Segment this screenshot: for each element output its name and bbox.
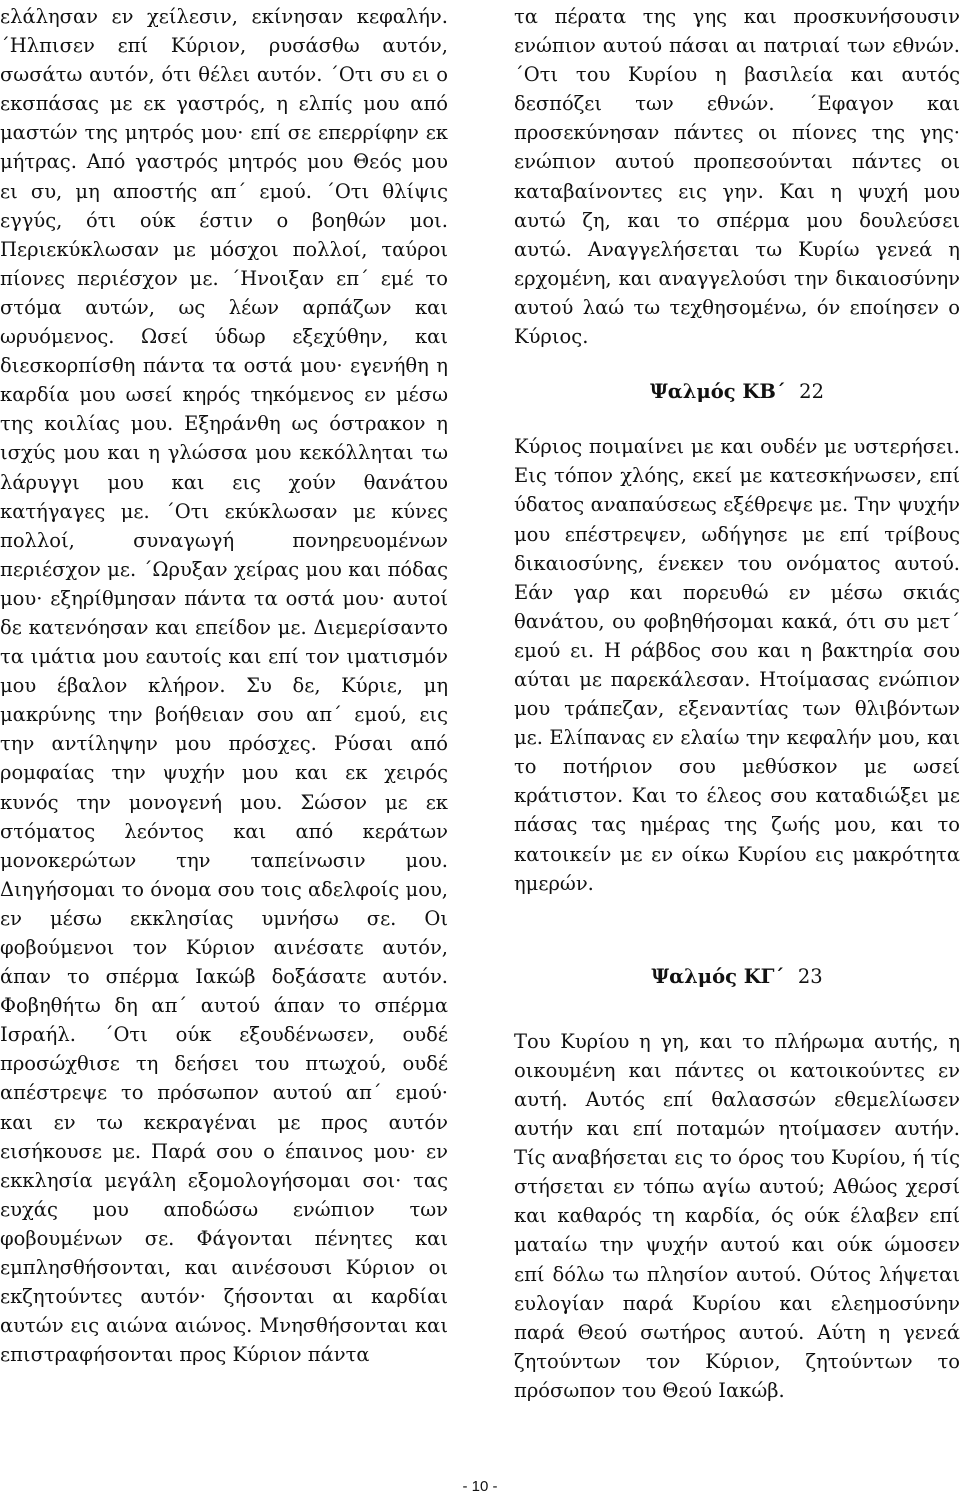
right-column [514, 2, 960, 1405]
psalm-22-heading [514, 377, 960, 406]
psalm-23-heading [514, 962, 960, 991]
psalm-21-text-continued: ελάλησαν εν χείλεσιν, εκίνησαν κεφαλήν. ΄Ηλπισεν επί Κύριον, ρυσάσθω αυτόν, σωσάτω αυτόν, ότι θέλει αυτόν. ΄Οτι συ ει ο εκσπάσας με εκ γαστρός, η ελπίς μου από μαστών της μητρός μου· επί σε επερρίφην εκ μήτρας. Από γαστρός μητρός μου Θεός μου ει συ, μη αποστής απ΄ εμού. ΄Οτι θλίψις εγγύς, ότι ούκ έστιν ο βοηθών μοι. Περιεκύκλωσαν με μόσχοι πολλοί, ταύροι πίονες περιέσχον με. ΄Ηνοιξαν επ΄ εμέ το στόμα αυτών, ως λέων αρπάζων και ωρυόμενος. Ωσεί ύδωρ εξεχύθην, και διεσκορπίσθη πάντα τα οστά μου· εγενήθη η καρδία μου ωσεί κηρός τηκόμενος εν μέσω της κοιλίας μου. Εξηράνθη ως όστρακον η ισχύς μου και η γλώσσα μου κεκόλληται τω λάρυγγι μου και εις χούν θανάτου κατήγαγες με. ΄Οτι εκύκλωσαν με κύνες πολλοί, συναγωγή πονηρευομένων περιέσχον με. ΄Ωρυξαν χείρας μου και πόδας μου· εξηρίθμησαν πάντα τα οστά μου· αυτοί δε κατενόησαν και επείδον με. Διεμερίσαντο τα ιμάτια μου εαυτοίς και επί τον ιματισμόν μου έβαλον κλήρον. Συ δε, Κύριε, μη μακρύνης την βοήθειαν σου απ΄ εμού, εις την αντίληψην μου πρόσχες. Ρύσαι από ρομφαίας την ψυχήν μου και εκ χειρός κυνός την μονογενή μου. Σώσον με εκ στόματος λεόντος και από κεράτων μονοκερώτων την ταπείνωσιν μου. Διηγήσομαι το όνομα σου τοις αδελφοίς μου, εν μέσω εκκλησίας υμνήσω σε. Οι φοβούμενοι τον Κύριον αινέσατε αυτόν, άπαν το σπέρμα Ιακώβ δοξάσατε αυτόν. Φοβηθήτω δη απ΄ αυτού άπαν το σπέρμα Ισραήλ. ΄Οτι ούκ εξουδένωσεν, ουδέ προσώχθισε τη δεήσει του πτωχού, ουδέ απέστρεψε το πρόσωπον αυτού απ΄ εμού· και εν τω κεκραγέναι με προς αυτόν εισήκουσε με. Παρά σου ο έπαινος μου· εν εκκλησία μεγάλη εξομολογήσομαι σοι· τας ευχάς μου αποδώσω ενώπιον των φοβουμένων σε. Φάγονται πένητες και εμπλησθήσονται, και αινέσουσι Κύριον οι εκζητούντες αυτόν· ζήσονται αι καρδίαι αυτών εις αιώνα αιώνος. Μνησθήσονται και επιστραφήσονται προς Κύριον πάντα [0, 5, 448, 1367]
psalm-23-text: Του Κυρίου η γη, και το πλήρωμα αυτής, η οικουμένη και πάντες οι κατοικούντες εν αυτή. Αυτός επί θαλασσών εθεμελίωσεν αυτήν και επί ποταμών ητοίμασεν αυτήν. Τίς αναβήσεται εις το όρος του Κυρίου, ή τίς στήσεται εν τόπω αγίω αυτού; Αθώος χερσί και καθαρός τη καρδία, ός ούκ έλαβεν επί ματαίω την ψυχήν αυτού και ούκ ώμοσεν επί δόλω τω πλησίον αυτού. Ούτος λήψεται ευλογίαν παρά Κυρίου και ελεημοσύνην παρά Θεού σωτήρος αυτού. Αύτη η γενεά ζητούντων τον Κύριον, ζητούντων το πρόσωπον του Θεού Ιακώβ. [514, 1029, 960, 1402]
psalm-22-text: Κύριος ποιμαίνει με και ουδέν με υστερήσει. Εις τόπον χλόης, εκεί με κατεσκήνωσεν, επί ύδατος αναπαύσεως εξέθρεψε με. Την ψυχήν μου επέστρεψεν, ωδήγησε με επί τρίβους δικαιοσύνης, ένεκεν του ονόματος αυτού. Εάν γαρ και πορευθώ εν μέσω σκιάς θανάτου, ου φοβηθήσομαι κακά, ότι συ μετ΄ εμού ει. Η ράβδος σου και η βακτηρία σου αύται με παρεκάλεσαν. Ητοίμασας ενώπιον μου τράπεζαν, εξεναντίας των θλιβόντων με. Ελίπανας εν ελαίω την κεφαλήν μου, και το ποτήριον σου μεθύσκον με ωσεί κράτιστον. Και το έλεος σου καταδιώξει με πάσας τας ημέρας της ζωής μου, και το κατοικείν με εν οίκω Κυρίου εις μακρότητα ημερών. [514, 435, 960, 895]
psalm-23-number: 23 [797, 964, 823, 988]
psalm-22-number: 22 [799, 380, 824, 404]
page-number: - 10 - [462, 1478, 498, 1495]
left-column [0, 2, 448, 1369]
psalm-21-text-ending: τα πέρατα της γης και προσκυνήσουσιν ενώπιον αυτού πάσαι αι πατριαί των εθνών. ΄Οτι του Κυρίου η βασιλεία και αυτός δεσπόζει των εθνών. ΄Εφαγον και προσεκύνησαν πάντες οι πίονες της γης· ενώπιον αυτού προπεσούνται πάντες οι καταβαίνοντες εις γην. Και η ψυχή μου αυτώ ζη, και το σπέρμα μου δουλεύσει αυτώ. Αναγγελήσεται τω Κυρίω γενεά η ερχομένη, και αναγγελούσι την δικαιοσύνην αυτού λαώ τω τεχθησομένω, όν εποίησεν ο Κύριος. [514, 5, 960, 349]
psalm-22-title: Ψαλμός ΚΒ΄ [649, 380, 786, 404]
psalm-23-title: Ψαλμός ΚΓ΄ [651, 964, 785, 988]
